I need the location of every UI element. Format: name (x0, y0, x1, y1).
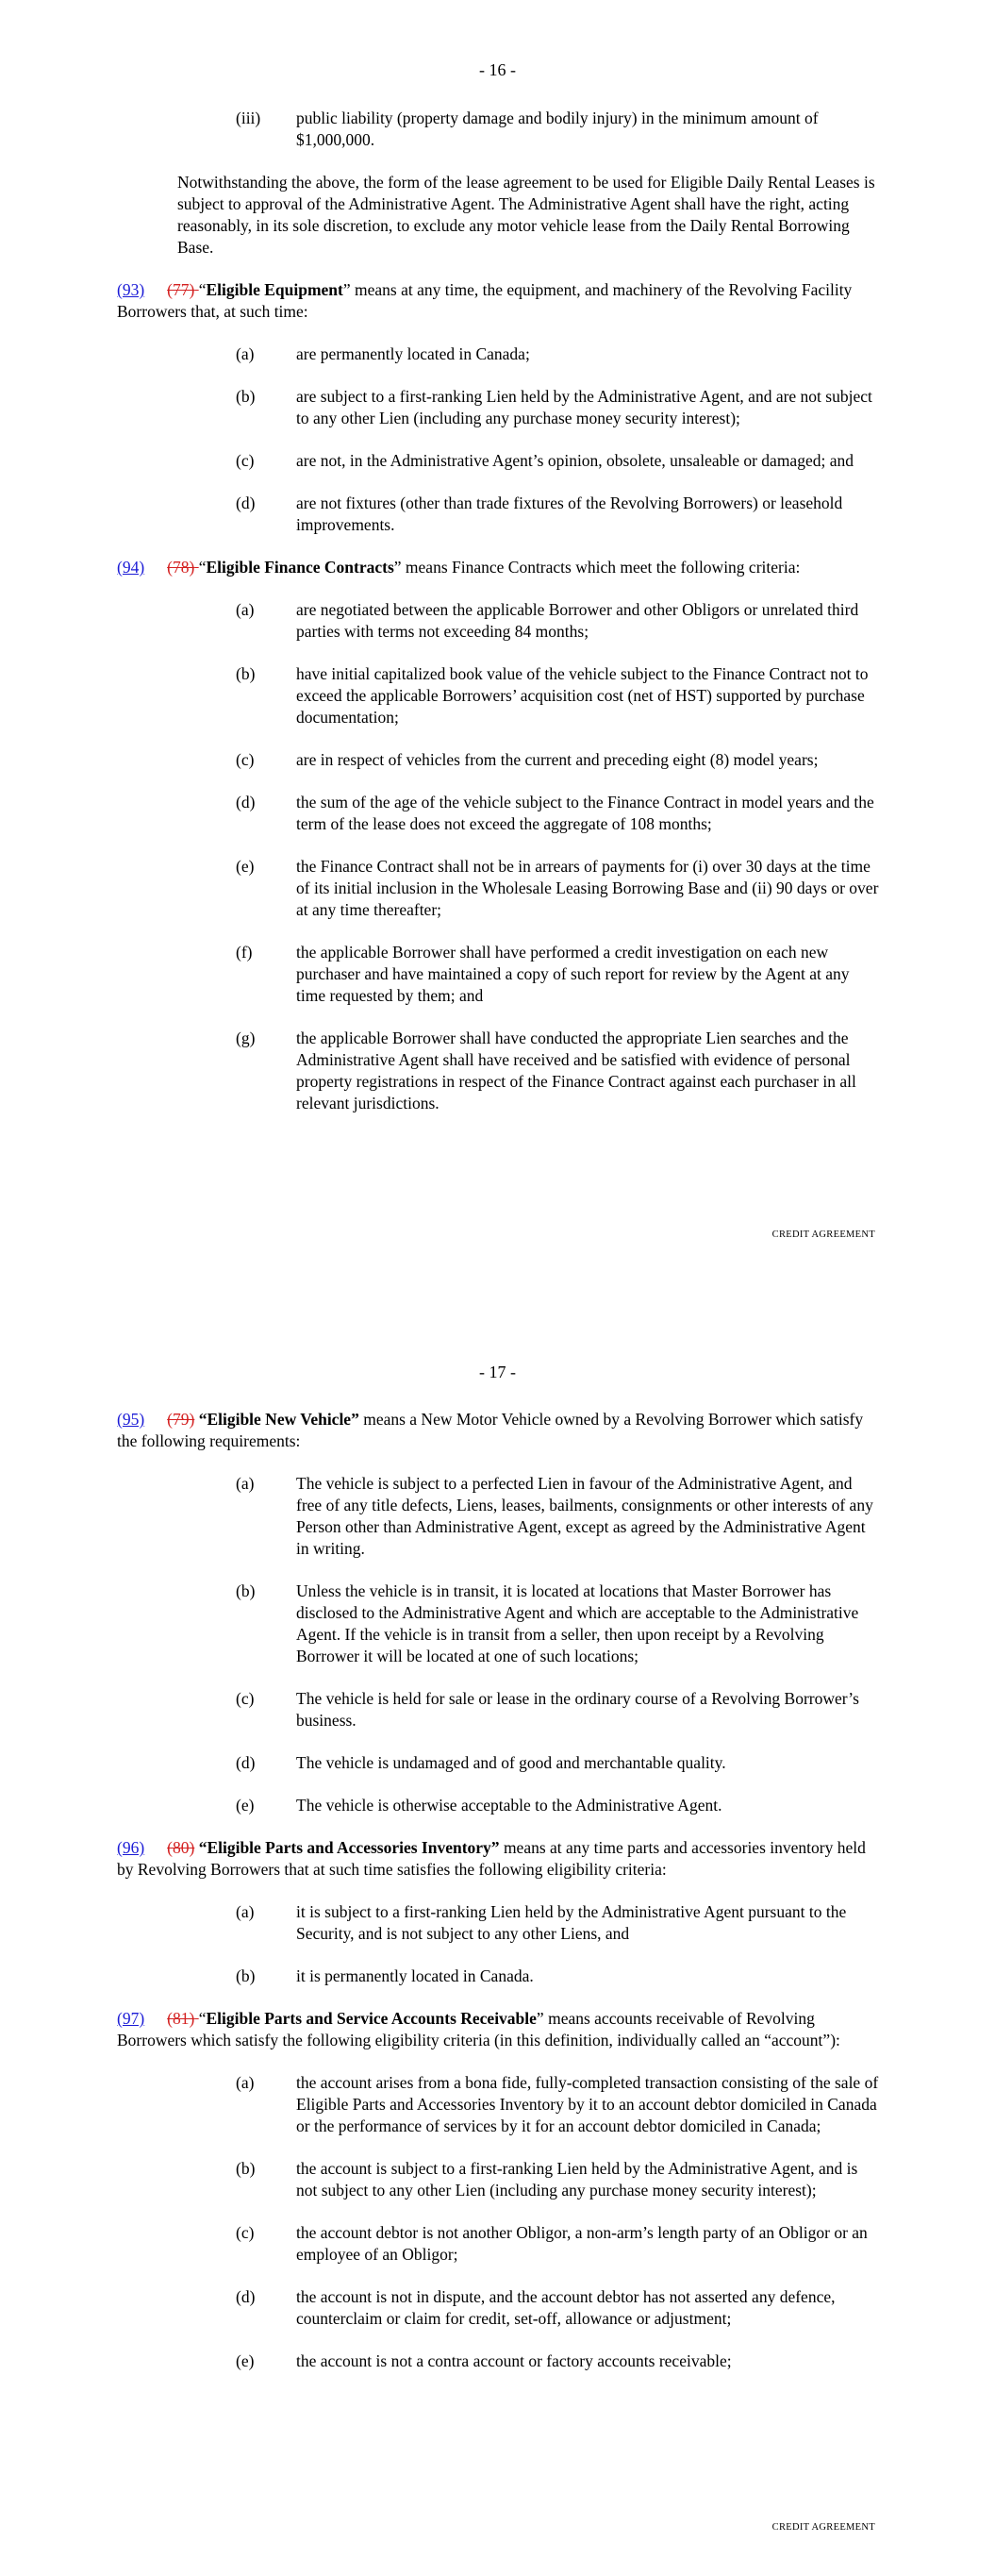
page-number: - 16 - (479, 60, 516, 79)
list-item: (d) are not fixtures (other than trade fixtures of the Revolving Borrowers) or leasehold improvements. (236, 493, 843, 534)
new-section-number[interactable]: (97) (117, 2009, 145, 2028)
list-item: (iii) public liability (property damage and bodily injury) in the minimum amount of $1,000,000. (236, 109, 819, 149)
list-item: (c) The vehicle is held for sale or lease in the ordinary course of a Revolving Borrower’s business. (236, 1689, 859, 1730)
definition-eligible-parts-service-accounts-receivable: (97) (81) “Eligible Parts and Service Accounts Receivable” means accounts receivable of Revolving Borrowers which satisfy the following eligibility criteria (in this definition, individually called an “account”): (117, 2009, 840, 2049)
list-item: (a) The vehicle is subject to a perfected Lien in favour of the Administrative Agent, and free of any title defects, Liens, leases, bailments, consignments or other interests of any Person other than Administrative Agent, except as agreed by the Administrative Agent in writing. (236, 1474, 873, 1558)
definition-eligible-equipment: (93) (77) “Eligible Equipment” means at any time, the equipment, and machinery of the Revolving Facility Borrowers that, at such time: (117, 280, 853, 321)
defined-term: Eligible Parts and Service Accounts Receivable (206, 2009, 537, 2028)
deleted-section-number: (81) (167, 2009, 195, 2028)
list-item: (b) have initial capitalized book value of the vehicle subject to the Finance Contract not to exceed the applicable Borrowers’ acquisition cost (net of HST) supported by purchase documentation; (236, 664, 869, 727)
list-item: (e) The vehicle is otherwise acceptable to the Administrative Agent. (236, 1796, 722, 1815)
page-17 (0, 1302, 995, 2576)
page-body (117, 1409, 879, 2393)
notwithstanding-paragraph: Notwithstanding the above, the form of the lease agreement to be used for Eligible Daily Rental Leases is subject to approval of the Administrative Agent. The Administrative Agent shall have the right, acting reasonably, in its sole discretion, to exclude any motor vehicle lease from the Daily Rental Borrowing Base. (177, 173, 875, 257)
definition-eligible-finance-contracts: (94) (78) “Eligible Finance Contracts” means Finance Contracts which meet the following criteria: (117, 558, 801, 577)
new-section-number[interactable]: (94) (117, 558, 145, 577)
deleted-section-number: (77) (167, 280, 195, 299)
list-item: (f) the applicable Borrower shall have performed a credit investigation on each new purchaser and have maintained a copy of such report for review by the Agent at any time requested by them; and (236, 943, 850, 1005)
deleted-section-number: (80) (167, 1838, 195, 1857)
defined-term: Eligible Parts and Accessories Inventory” (207, 1838, 500, 1857)
list-item: (b) Unless the vehicle is in transit, it is located at locations that Master Borrower has disclosed to the Administrative Agent and which are acceptable to the Administrative Agent. If the vehicle is in transit from a seller, then upon receipt by a Revolving Borrower it will be located at one of such locations; (236, 1581, 859, 1665)
definition-eligible-new-vehicle: (95) (79) “Eligible New Vehicle” means a New Motor Vehicle owned by a Revolving Borrower which satisfy the following requirements: (117, 1410, 864, 1450)
list-item: (d) the account is not in dispute, and the account debtor has not asserted any defence, counterclaim or claim for credit, set-off, allowance or adjustment; (236, 2287, 836, 2328)
list-item: (c) are in respect of vehicles from the current and preceding eight (8) model years; (236, 750, 819, 769)
list-item: (d) the sum of the age of the vehicle subject to the Finance Contract in model years and the term of the lease does not exceed the aggregate of 108 months; (236, 793, 874, 833)
list-item: (c) the account debtor is not another Obligor, a non-arm’s length party of an Obligor or an employee of an Obligor; (236, 2223, 868, 2264)
list-item: (e) the Finance Contract shall not be in arrears of payments for (i) over 30 days at the time of its initial inclusion in the Wholesale Leasing Borrowing Base and (ii) 90 days or over at any time thereafter; (236, 857, 879, 919)
defined-term: Eligible Equipment (206, 280, 343, 299)
list-item: (a) it is subject to a first-ranking Lien held by the Administrative Agent pursuant to the Security, and is not subject to any other Liens, and (236, 1902, 847, 1943)
deleted-section-number: (78) (167, 558, 195, 577)
defined-term: Eligible Finance Contracts (206, 558, 394, 577)
list-item: (b) the account is subject to a first-ranking Lien held by the Administrative Agent, and is not subject to any other Lien (including any purchase money security interest); (236, 2159, 858, 2200)
new-section-number[interactable]: (95) (117, 1410, 145, 1429)
list-item: (a) are permanently located in Canada; (236, 344, 530, 363)
definition-eligible-parts-accessories-inventory: (96) (80) “Eligible Parts and Accessories Inventory” means at any time parts and accessories inventory held by Revolving Borrowers that at such time satisfies the following eligibility criteria: (117, 1838, 866, 1879)
list-item: (e) the account is not a contra account or factory accounts receivable; (236, 2351, 732, 2370)
list-item: (c) are not, in the Administrative Agent’s opinion, obsolete, unsaleable or damaged; and (236, 451, 854, 470)
list-item: (a) are negotiated between the applicable Borrower and other Obligors or unrelated third parties with terms not exceeding 84 months; (236, 600, 859, 641)
deleted-section-number: (79) (167, 1410, 195, 1429)
list-item: (b) are subject to a first-ranking Lien held by the Administrative Agent, and are not subject to any other Lien (including any purchase money security interest); (236, 387, 872, 427)
page-body (117, 108, 879, 1135)
list-item: (g) the applicable Borrower shall have conducted the appropriate Lien searches and the Administrative Agent shall have received and be satisfied with evidence of personal property registrations in respect of the Finance Contract against each purchaser in all relevant jurisdictions. (236, 1029, 856, 1112)
new-section-number[interactable]: (93) (117, 280, 145, 299)
page-footer: CREDIT AGREEMENT (771, 1229, 875, 1240)
list-item: (a) the account arises from a bona fide, fully-completed transaction consisting of the sale of Eligible Parts and Accessories Inventory by it to an account debtor domiciled in Canada or the performance of services by it for an account debtor domiciled in Canada; (236, 2073, 879, 2135)
new-section-number[interactable]: (96) (117, 1838, 145, 1857)
page-number: - 17 - (479, 1363, 516, 1381)
list-item: (b) it is permanently located in Canada. (236, 1966, 534, 1985)
page-footer: CREDIT AGREEMENT (771, 2522, 875, 2533)
list-item: (d) The vehicle is undamaged and of good and merchantable quality. (236, 1753, 726, 1772)
defined-term: Eligible New Vehicle” (207, 1410, 359, 1429)
